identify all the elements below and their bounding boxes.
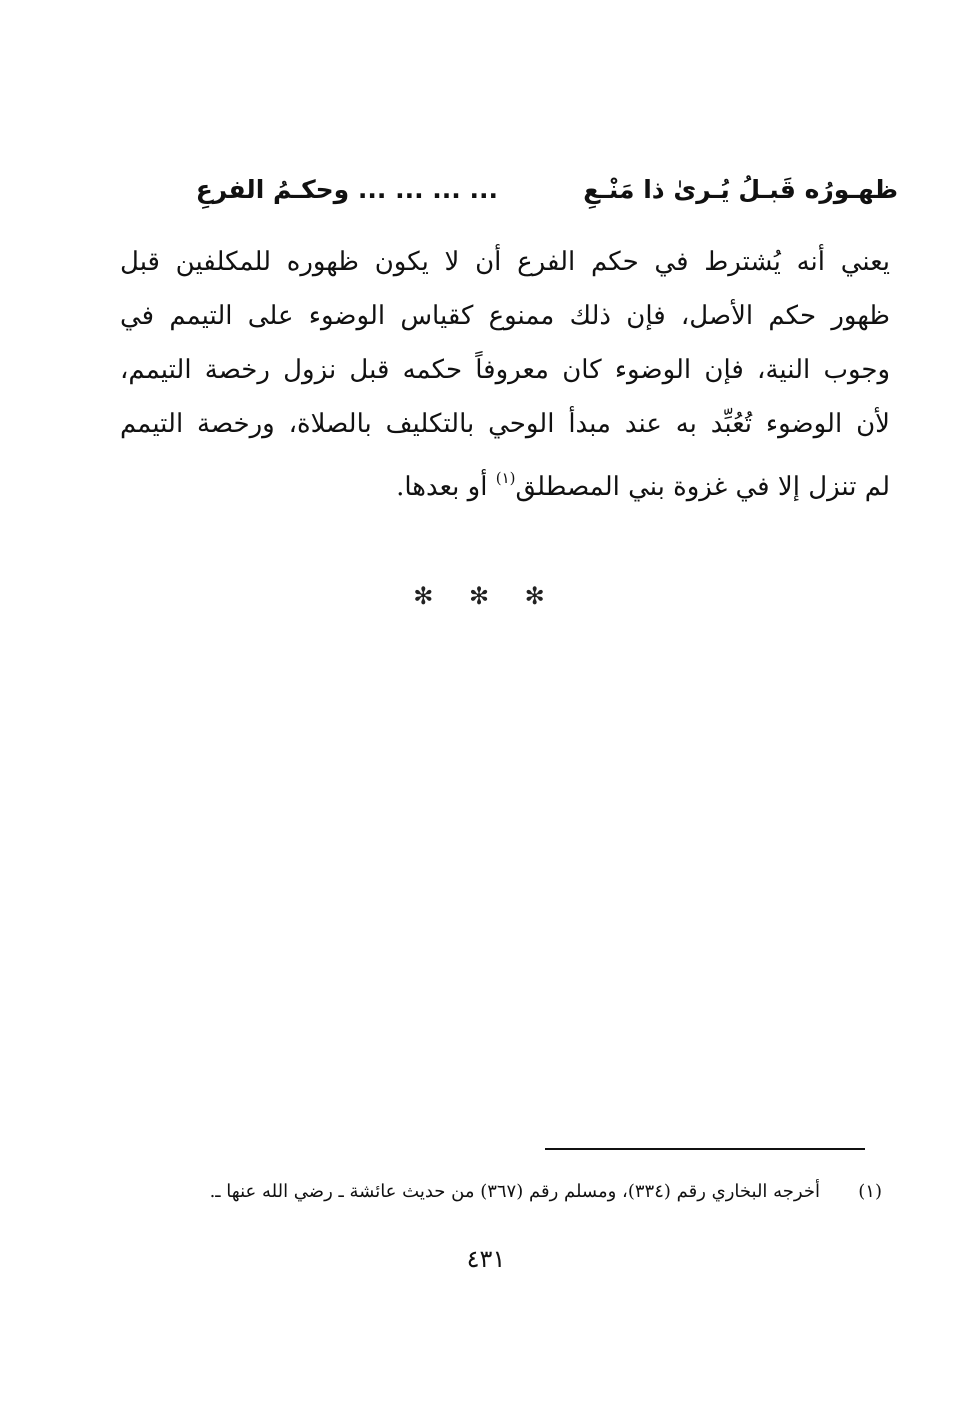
page-number: ٤٣١ [466, 1245, 506, 1273]
commentary-paragraph [120, 235, 890, 505]
footnote-number: (١) [858, 1181, 882, 1202]
paragraph-line [120, 451, 890, 505]
line-text: أو بعدها. [396, 472, 496, 502]
verse-second-hemistich: ... ... ... ... وحكـمُ الفرعِ [195, 175, 498, 204]
footnote-text: أخرجه البخاري رقم (٣٣٤)، ومسلم رقم (٣٦٧) من حديث عائشة ـ رضي الله عنها ـ. [209, 1181, 820, 1202]
section-separator: ✻ ✻ ✻ [413, 582, 559, 610]
paragraph-line: ظهور حكم الأصل، فإن ذلك ممنوع كقياس الوضوء على التيمم في [120, 301, 890, 331]
verse-first-hemistich: ظهـورُه قَبـلُ يُـرىٰ ذا مَنْـعِ [583, 175, 898, 204]
footnote [130, 1176, 882, 1208]
footnote-marker: (١) [495, 469, 516, 487]
poem-verse [118, 165, 898, 215]
footnote-divider [545, 1148, 865, 1150]
paragraph-line: وجوب النية، فإن الوضوء كان معروفاً حكمه قبل نزول رخصة التيمم، [120, 355, 890, 385]
line-text: لم تنزل إلا في غزوة بني المصطلق [515, 472, 890, 502]
paragraph-line: يعني أنه يُشترط في حكم الفرع أن لا يكون ظهوره للمكلفين قبل [120, 247, 890, 277]
paragraph-line: لأن الوضوء تُعُبِّد به عند مبدأ الوحي بالتكليف بالصلاة، ورخصة التيمم [120, 409, 890, 439]
